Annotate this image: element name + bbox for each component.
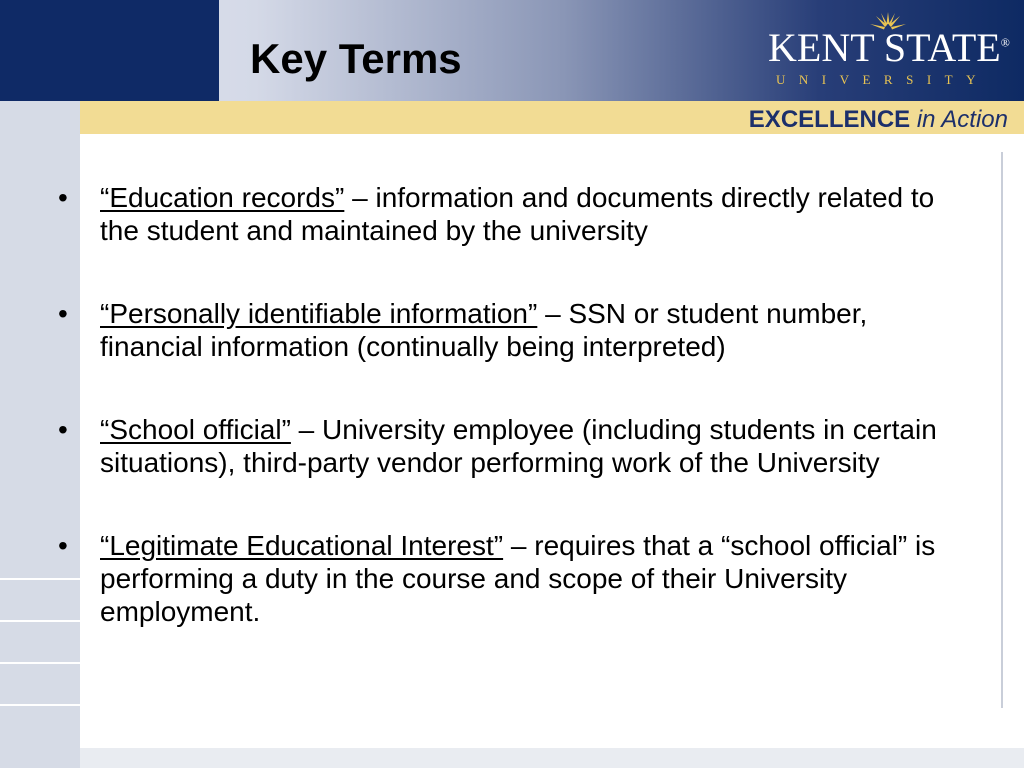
term-personally-identifiable-information: “Personally identifiable information” bbox=[100, 298, 538, 329]
bullet-item-education-records bbox=[58, 181, 938, 247]
tagline-in-action: in Action bbox=[916, 106, 1008, 133]
tagline-excellence: EXCELLENCE bbox=[748, 106, 911, 133]
bullet-item-school-official bbox=[58, 413, 938, 479]
bullet-item-personally-identifiable-information bbox=[58, 297, 938, 363]
tagline bbox=[749, 106, 1008, 134]
definition-education-records: – information and documents directly related to the student and maintained by the university bbox=[100, 182, 935, 246]
strip-divider bbox=[0, 704, 80, 706]
definition-personally-identifiable-information: – SSN or student number, financial information (continually being interpreted) bbox=[100, 298, 868, 362]
bullet-dot: • bbox=[58, 298, 68, 329]
kent-state-logo bbox=[768, 14, 1013, 94]
logo-subtitle: UNIVERSITY bbox=[776, 72, 989, 87]
term-legitimate-educational-interest: “Legitimate Educational Interest” bbox=[100, 530, 504, 561]
bullet-dot: • bbox=[58, 182, 68, 213]
definition-legitimate-educational-interest: – requires that a “school official” is performing a duty in the course and scope of their University employment. bbox=[100, 530, 936, 627]
registered-mark: ® bbox=[1000, 35, 1010, 50]
header-navy-block bbox=[0, 0, 219, 101]
bullet-dot: • bbox=[58, 530, 68, 561]
logo-name: KENT STATE® bbox=[768, 25, 1010, 70]
definition-school-official: – University employee (including students in certain situations), third-party vendor performing work of the University bbox=[100, 414, 937, 478]
bullet-list bbox=[58, 181, 938, 678]
bottom-band bbox=[80, 748, 1024, 768]
term-school-official: “School official” bbox=[100, 414, 291, 445]
slide-title: Key Terms bbox=[250, 35, 462, 82]
term-education-records: “Education records” bbox=[100, 182, 345, 213]
bullet-item-legitimate-educational-interest bbox=[58, 529, 938, 628]
bullet-dot: • bbox=[58, 414, 68, 445]
right-divider-line bbox=[1001, 152, 1003, 708]
